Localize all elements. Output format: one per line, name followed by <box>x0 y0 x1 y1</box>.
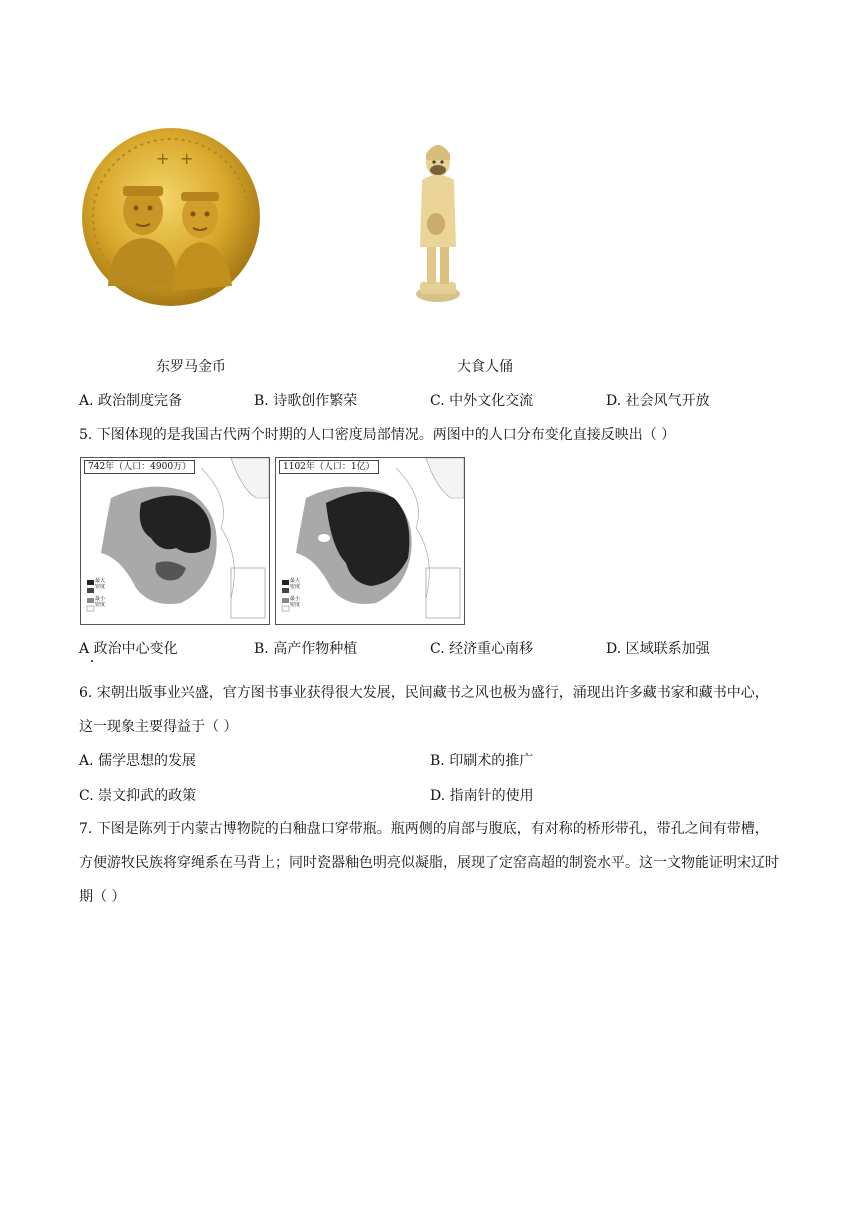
map-1102-label: 1102年（人口：1亿） <box>279 460 379 474</box>
q5-option-a[interactable] <box>79 639 178 659</box>
option-text: 高产作物种植 <box>273 641 358 657</box>
option-text: 中外文化交流 <box>449 393 534 409</box>
svg-text:+: + <box>156 149 170 168</box>
q4-option-a[interactable] <box>79 391 182 411</box>
option-letter: C. <box>79 788 94 804</box>
q5-stem: 5. 下图体现的是我国古代两个时期的人口密度局部情况。两图中的人口分布变化直接反映出（ ） <box>79 427 676 443</box>
option-text: 政治中心变化 <box>93 641 178 657</box>
map-1102-legend-max: 最大密度 <box>290 578 301 590</box>
q6-stem: 6. 宋朝出版事业兴盛，官方图书事业获得很大发展，民间藏书之风也极为盛行，涌现出许多藏书家和藏书中心，这一现象主要得益于（ ） <box>79 685 769 735</box>
option-letter: D. <box>606 641 622 657</box>
option-letter: A. <box>79 753 94 769</box>
stray-dot <box>91 660 93 662</box>
q5-option-b[interactable] <box>254 639 357 659</box>
map-742-legend-min: 最小密度 <box>95 596 106 608</box>
q4-option-c[interactable] <box>430 391 533 411</box>
option-text: 儒学思想的发展 <box>98 753 197 769</box>
q4-option-d[interactable] <box>606 391 710 411</box>
option-letter: B. <box>254 393 269 409</box>
option-text: 崇文抑武的政策 <box>98 788 197 804</box>
arab-figurine-image <box>412 132 464 307</box>
population-map-1102 <box>275 457 465 625</box>
option-letter: C. <box>430 641 445 657</box>
option-text: 指南针的使用 <box>449 788 534 804</box>
option-text: 经济重心南移 <box>449 641 534 657</box>
option-letter: B. <box>430 753 445 769</box>
q6-option-b[interactable] <box>430 751 533 771</box>
option-letter: B. <box>254 641 269 657</box>
option-letter: A <box>79 641 90 657</box>
svg-text:+: + <box>180 149 194 168</box>
q4-option-b[interactable] <box>254 391 357 411</box>
option-letter: D. <box>606 393 622 409</box>
byzantine-coin-image <box>80 126 262 308</box>
q6-option-a[interactable] <box>79 751 196 771</box>
option-letter: A. <box>79 393 94 409</box>
q5-option-d[interactable] <box>606 639 710 659</box>
population-map-742 <box>80 457 270 625</box>
option-text: 区域联系加强 <box>625 641 710 657</box>
q5-option-c[interactable] <box>430 639 533 659</box>
option-text: 政治制度完备 <box>98 393 183 409</box>
map-742-label: 742年（人口：4900万） <box>84 460 195 474</box>
coin-caption: 东罗马金币 <box>156 359 226 375</box>
map-742-legend-max: 最大密度 <box>95 578 106 590</box>
map-1102-legend-min: 最小密度 <box>290 596 301 608</box>
option-letter: D. <box>430 788 446 804</box>
option-text: 印刷术的推广 <box>449 753 534 769</box>
figurine-caption: 大食人俑 <box>457 359 513 375</box>
option-letter: C. <box>430 393 445 409</box>
q7-stem: 7. 下图是陈列于内蒙古博物院的白釉盘口穿带瓶。瓶两侧的肩部与腹底，有对称的桥形带孔，带孔之间有带槽，方便游牧民族将穿绳系在马背上；同时瓷器釉色明亮似凝脂，展现了定窑高超的制瓷水平。这一文物能证明宋辽时期（ ） <box>79 821 779 905</box>
q6-option-c[interactable] <box>79 786 196 806</box>
option-text: 社会风气开放 <box>625 393 710 409</box>
option-text: 诗歌创作繁荣 <box>273 393 358 409</box>
q6-option-d[interactable] <box>430 786 534 806</box>
